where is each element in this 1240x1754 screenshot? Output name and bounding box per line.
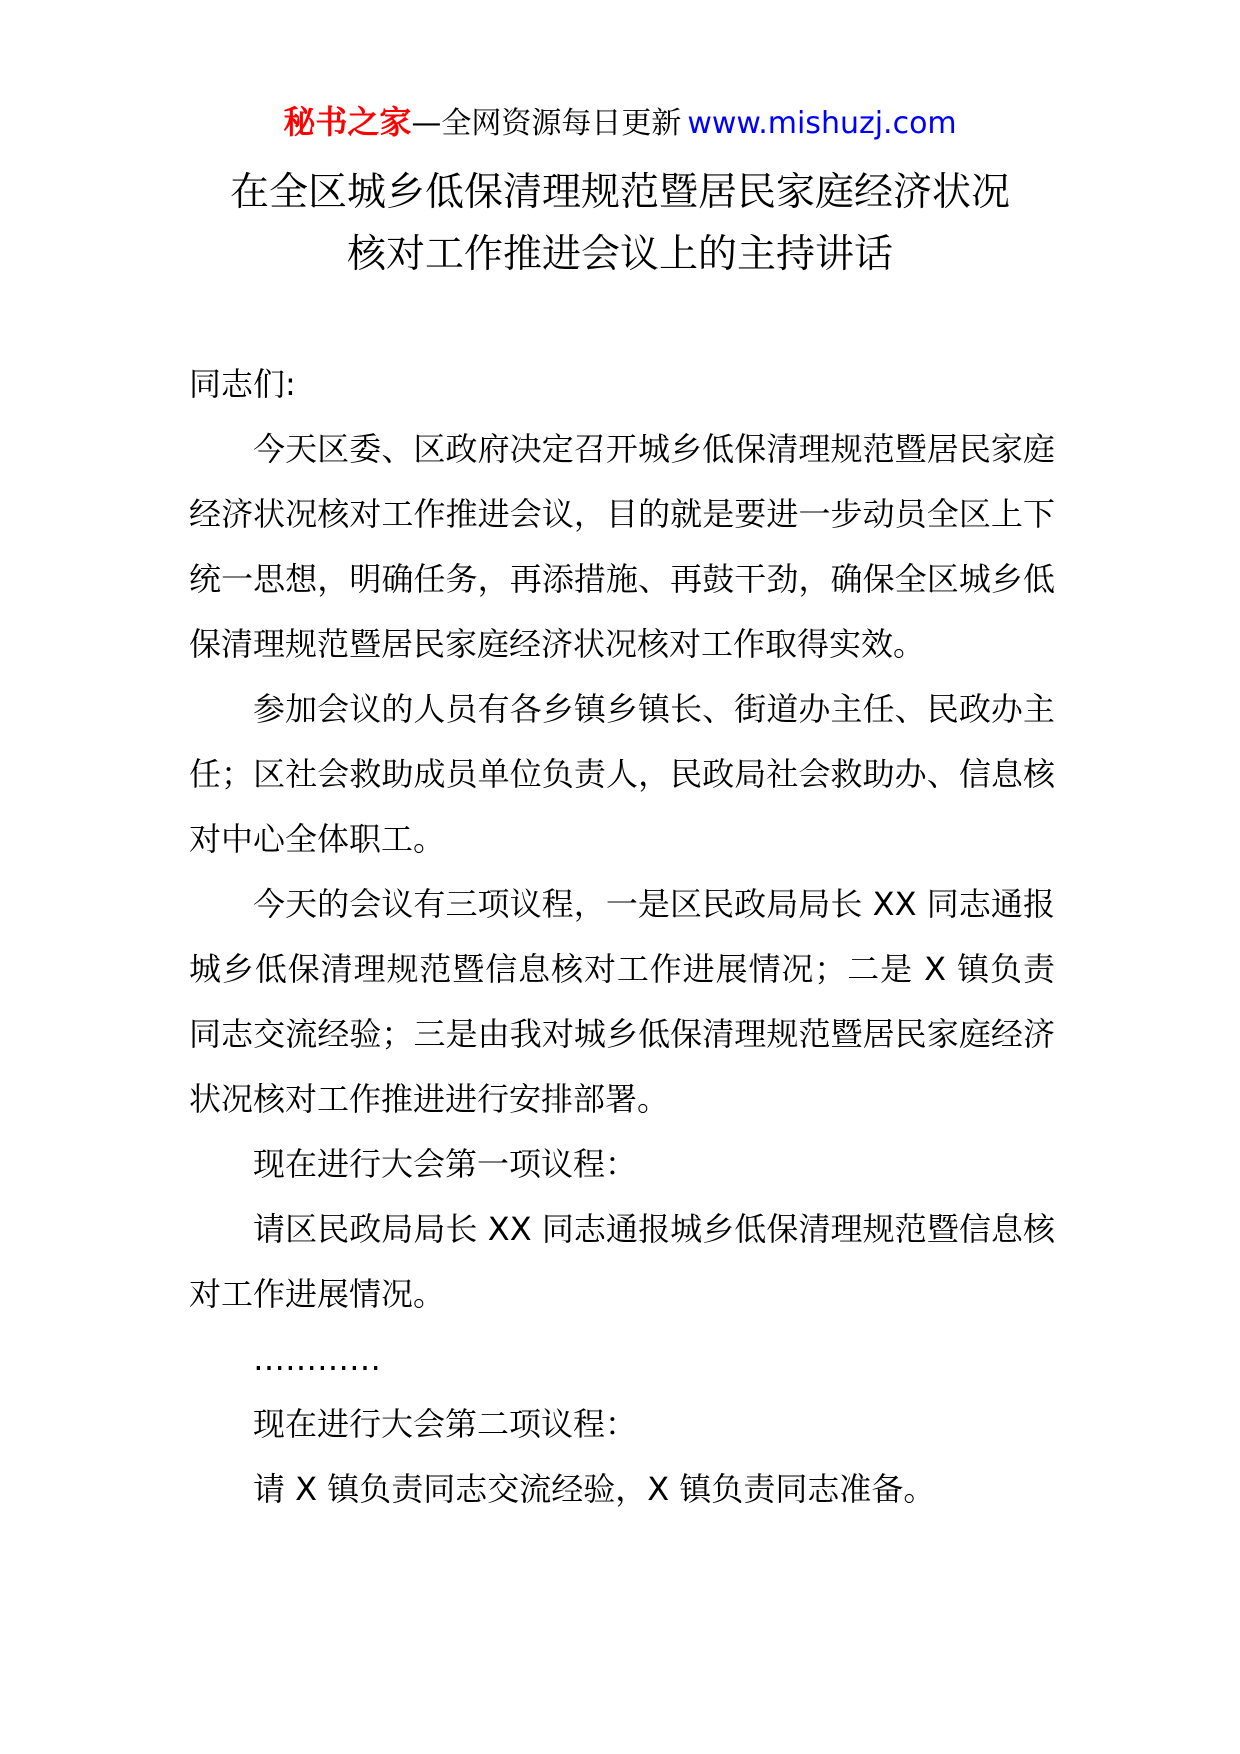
paragraph-attendees: 参加会议的人员有各乡镇乡镇长、街道办主任、民政办主任；区社会救助成员单位负责人，民政局社会救助办、信息核对中心全体职工。 xyxy=(189,690,1055,858)
paragraph-ellipsis: ………… xyxy=(253,1340,381,1378)
website-link[interactable]: www.mishuzj.com xyxy=(687,106,957,141)
brand-name: 秘书之家 xyxy=(283,103,412,141)
paragraph-opening: 今天区委、区政府决定召开城乡低保清理规范暨居民家庭经济状况核对工作推进会议，目的就是要进一步动员全区上下统一思想，明确任务，再添措施、再鼓干劲，确保全区城乡低保清理规范暨居民家庭经济状况核对工作取得实效。 xyxy=(189,430,1055,663)
document-body xyxy=(189,352,1055,1522)
paragraph-agenda: 今天的会议有三项议程，一是区民政局局长 XX 同志通报城乡低保清理规范暨信息核对工作进展情况；二是 X 镇负责同志交流经验；三是由我对城乡低保清理规范暨居民家庭经济状况核对工作推进进行安排部署。 xyxy=(189,885,1055,1118)
paragraph-agenda-item-2: 现在进行大会第二项议程： xyxy=(253,1405,638,1443)
watermark-header xyxy=(0,100,1240,146)
title-line-1: 在全区城乡低保清理规范暨居民家庭经济状况 xyxy=(229,170,1010,215)
paragraph-agenda-item-1: 现在进行大会第一项议程： xyxy=(253,1145,638,1183)
title-line-2: 核对工作推进会议上的主持讲话 xyxy=(346,232,893,277)
brand-slogan: —全网资源每日更新 xyxy=(411,106,682,141)
paragraph-agenda-item-2-detail: 请 X 镇负责同志交流经验，X 镇负责同志准备。 xyxy=(253,1470,936,1508)
document-title xyxy=(0,162,1240,286)
salutation: 同志们: xyxy=(189,365,296,403)
paragraph-agenda-item-1-detail: 请区民政局局长 XX 同志通报城乡低保清理规范暨信息核对工作进展情况。 xyxy=(189,1210,1055,1313)
